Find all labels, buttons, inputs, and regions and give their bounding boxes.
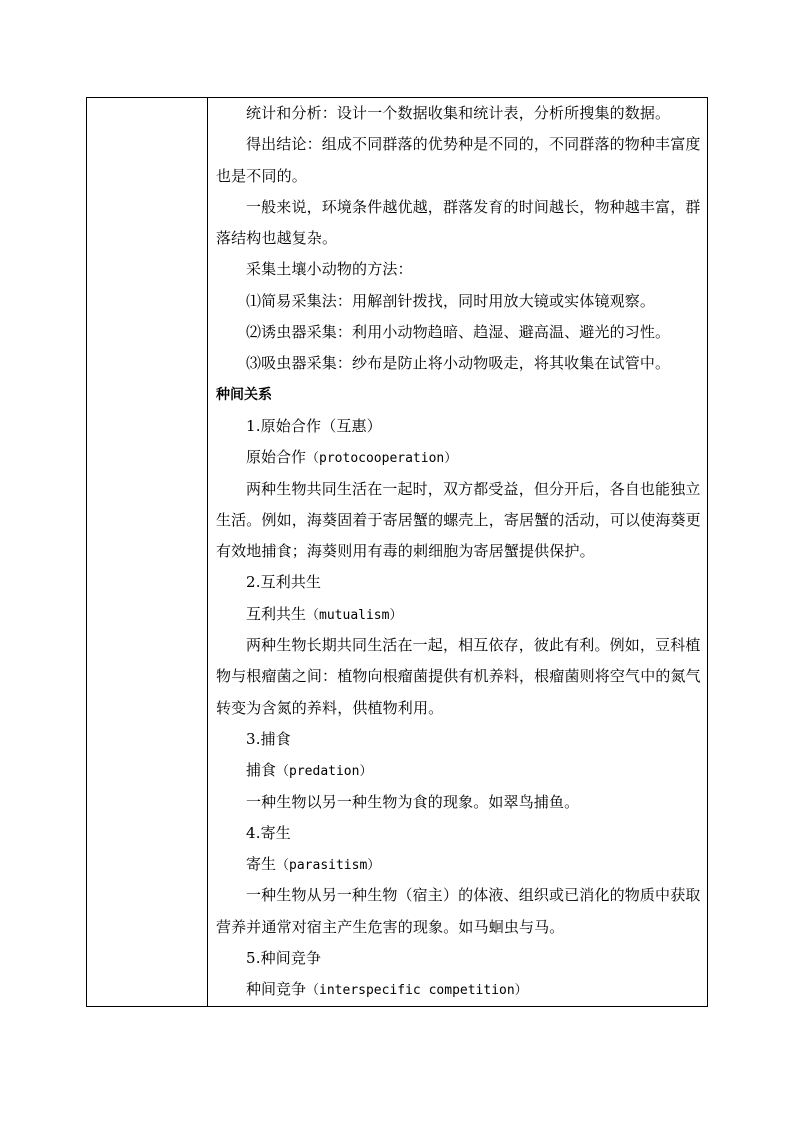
method-item-simple: ⑴简易采集法：用解剖针拨找，同时用放大镜或实体镜观察。 <box>246 291 656 310</box>
method-item-aspirator: ⑶吸虫器采集：纱布是防止将小动物吸走，将其收集在试管中。 <box>246 354 671 373</box>
content-table <box>86 97 708 1007</box>
subheading-protocooperation: 1.原始合作（互惠） <box>246 416 382 435</box>
paragraph-predation: 一种生物以另一种生物为食的现象。如翠鸟捕鱼。 <box>246 792 580 811</box>
paragraph-parasitism: 一种生物从另一种生物（宿主）的体液、组织或已消化的物质中获取营养并通常对宿主产生危害的现象。如马蛔虫与马。 <box>216 886 701 936</box>
term-competition: 种间竞争（interspecific competition） <box>246 980 528 999</box>
section-heading-interspecific-relations: 种间关系 <box>216 386 272 403</box>
subheading-predation: 3.捕食 <box>246 729 291 748</box>
paragraph-collection-methods: 采集土壤小动物的方法： <box>246 260 413 279</box>
paragraph-general-rule: 一般来说，环境条件越优越，群落发育的时间越长，物种越丰富，群落结构也越复杂。 <box>216 197 701 248</box>
subheading-competition: 5.种间竞争 <box>246 949 322 968</box>
term-protocooperation: 原始合作（protocooperation） <box>246 448 458 467</box>
right-column-cell <box>208 98 707 1006</box>
method-item-trap: ⑵诱虫器采集：利用小动物趋暗、趋湿、避高温、避光的习性。 <box>246 323 671 342</box>
term-predation: 捕食（predation） <box>246 761 373 780</box>
left-column-cell <box>87 98 208 1006</box>
paragraph-statistics: 统计和分析：设计一个数据收集和统计表，分析所搜集的数据。 <box>246 104 671 122</box>
paragraph-protocooperation: 两种生物共同生活在一起时，双方都受益，但分开后，各自也能独立生活。例如，海葵固着于寄居蟹的螺壳上，寄居蟹的活动，可以使海葵更有效地捕食；海葵则用有毒的刺细胞为寄居蟹提供保护。 <box>216 479 701 561</box>
subheading-mutualism: 2.互利共生 <box>246 573 322 592</box>
term-mutualism: 互利共生（mutualism） <box>246 604 403 623</box>
term-parasitism: 寄生（parasitism） <box>246 855 381 874</box>
subheading-parasitism: 4.寄生 <box>246 823 291 842</box>
paragraph-mutualism: 两种生物长期共同生活在一起，相互依存，彼此有利。例如，豆科植物与根瘤菌之间：植物向根瘤菌提供有机养料，根瘤菌则将空气中的氮气转变为含氮的养料，供植物利用。 <box>216 636 701 717</box>
paragraph-conclusion: 得出结论：组成不同群落的优势种是不同的，不同群落的物种丰富度也是不同的。 <box>216 135 701 185</box>
